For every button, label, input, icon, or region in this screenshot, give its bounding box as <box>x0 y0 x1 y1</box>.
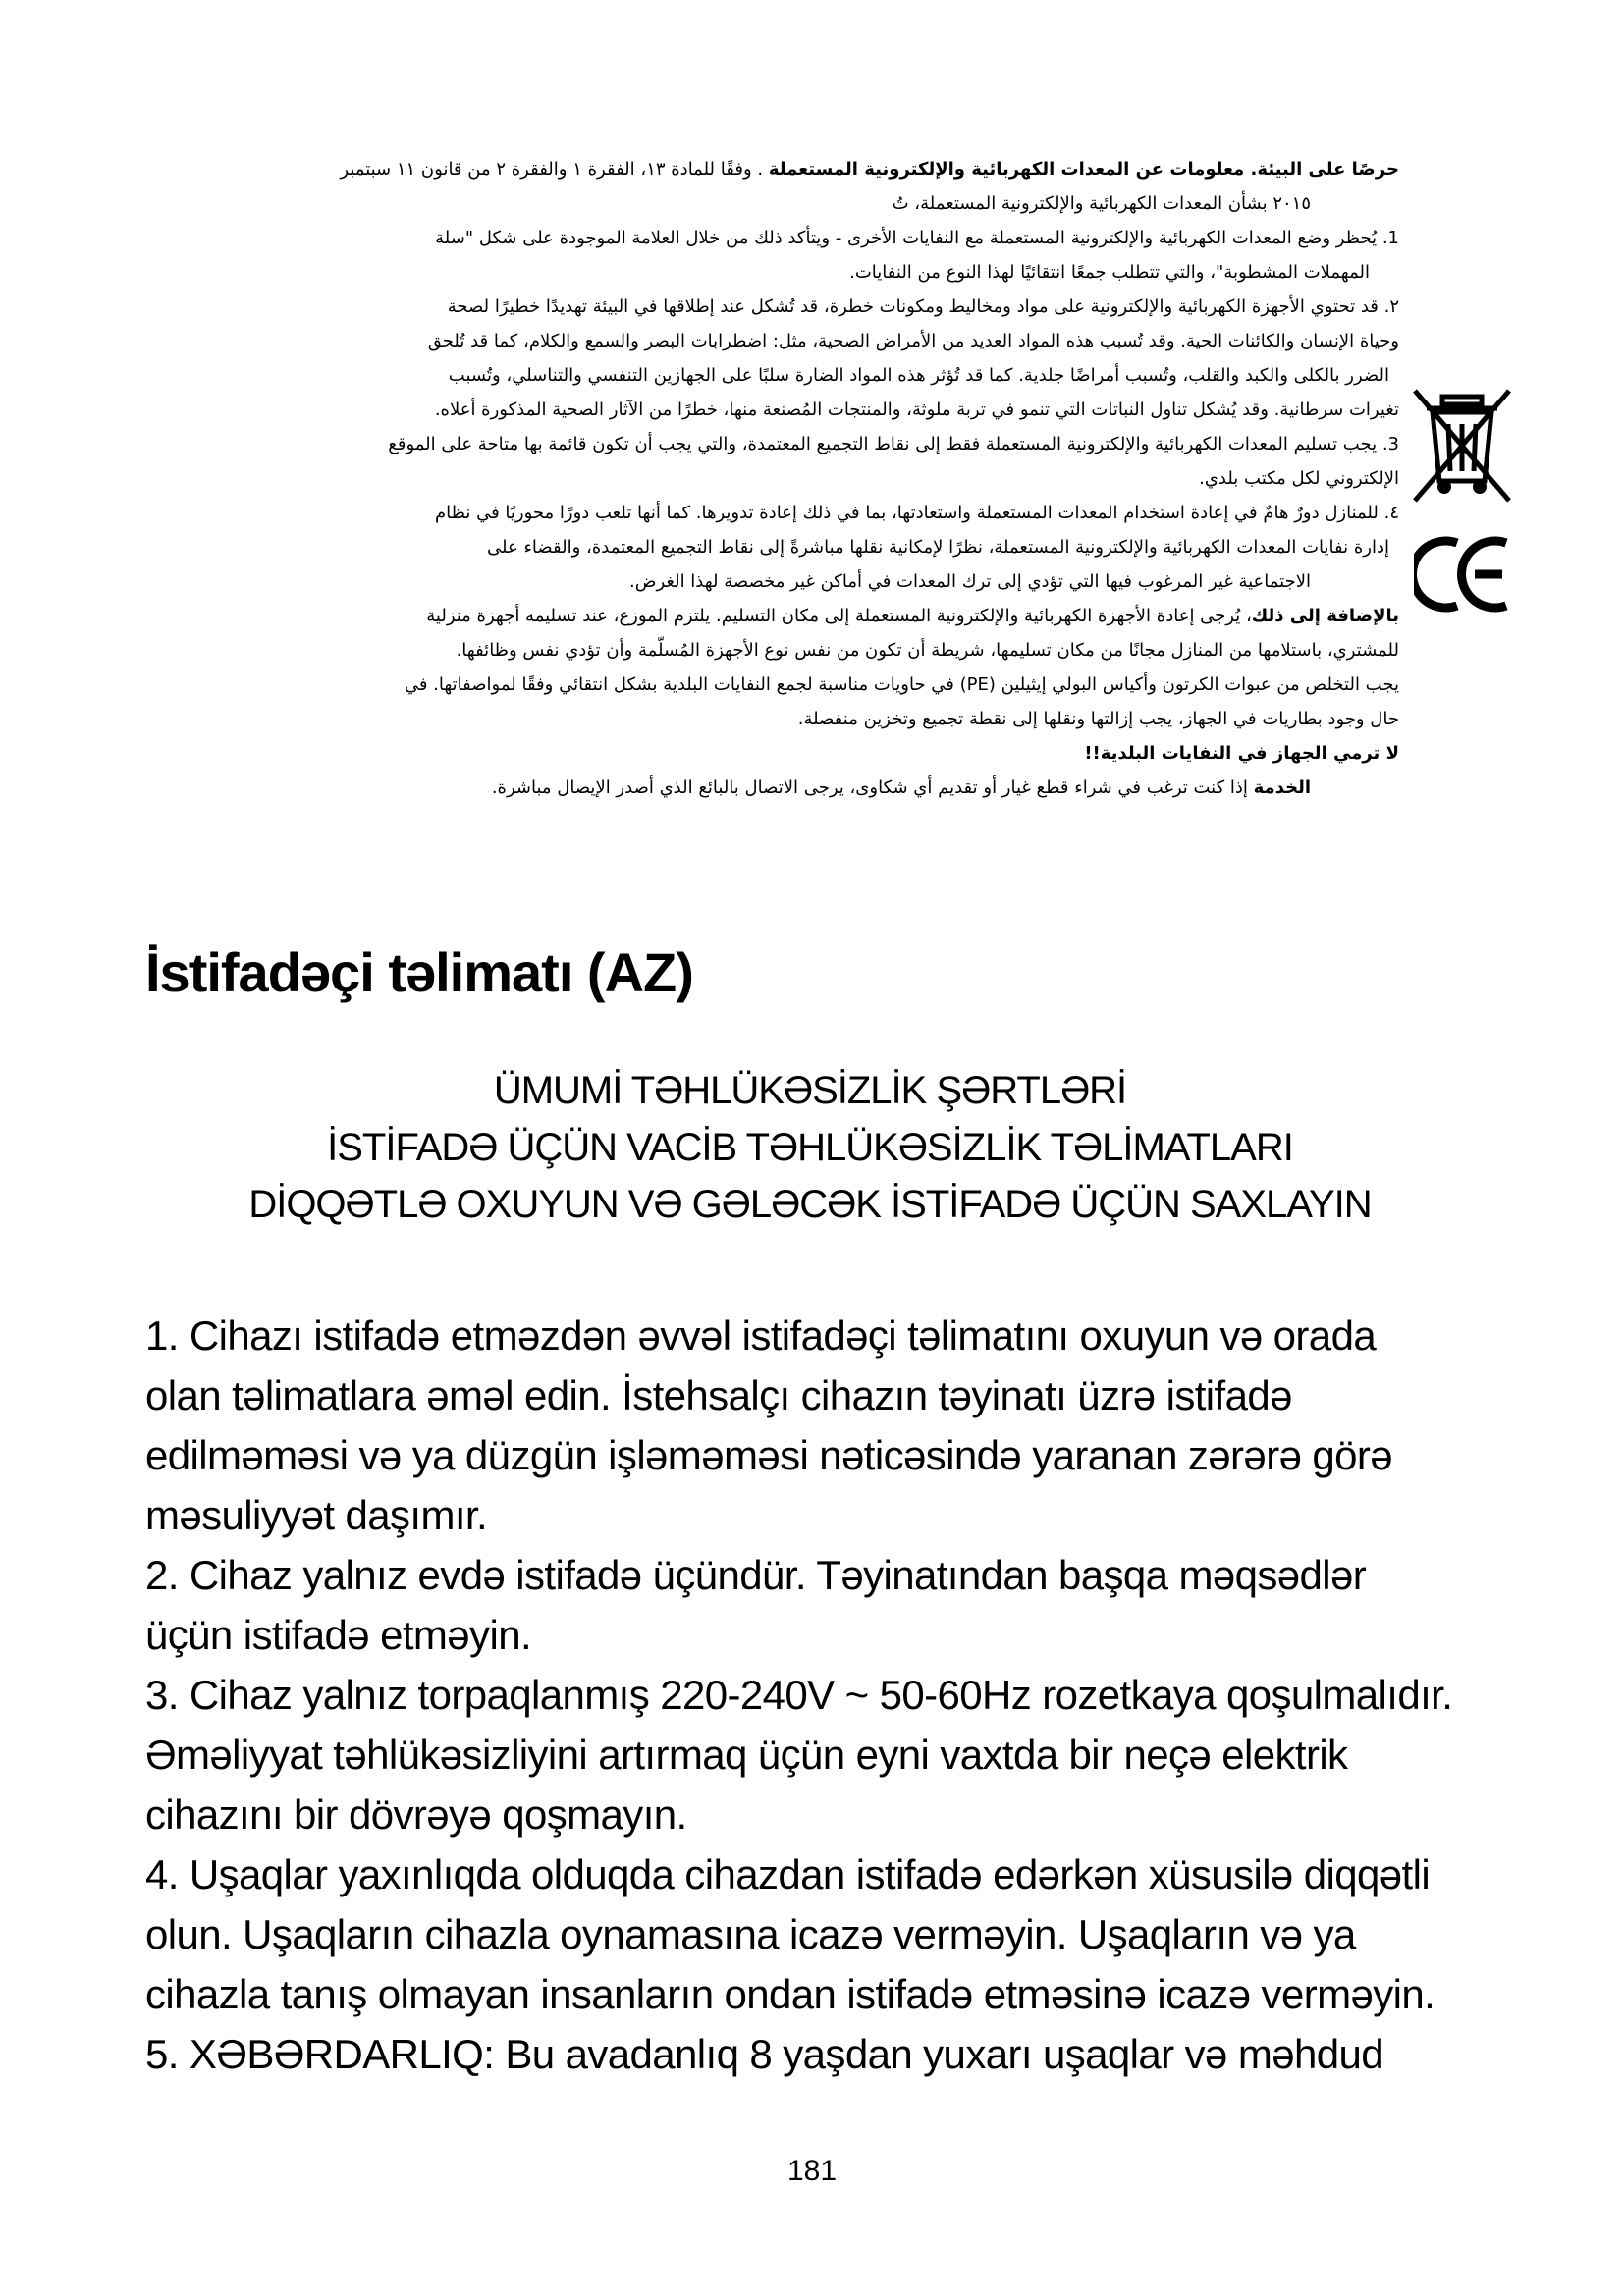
instruction-line: 5. XƏBƏRDARLIQ: Bu avadanlıq 8 yaşdan yuxarı uşaqlar və məhdud <box>145 2031 1384 2077</box>
instruction-line: 1. Cihazı istifadə etməzdən əvvəl istifadəçi təlimatını oxuyun və orada <box>145 1312 1377 1359</box>
instruction-line: 3. Cihaz yalnız torpaqlanmış 220-240V ~ 50-60Hz rozetkaya qoşulmalıdır. <box>145 1672 1453 1718</box>
arabic-line: ٢٠١٥ بشأن المعدات الكهربائية والإلكترونية المستعملة، تُ <box>892 193 1311 214</box>
instruction-line: Əməliyyat təhlükəsizliyini artırmaq üçün eyni vaxtda bir neçə elektrik <box>145 1732 1348 1778</box>
arabic-line: إدارة نفايات المعدات الكهربائية والإلكترونية المستعملة، نظرًا لإمكانية نقلها مباشرةً إلى نقاط التجميع المعتمدة، والقضاء على <box>487 537 1389 558</box>
arabic-line: الخدمة إذا كنت ترغب في شراء قطع غيار أو تقديم أي شكاوى، يرجى الاتصال بالبائع الذي أصدر الإيصال مباشرة. <box>491 777 1311 798</box>
arabic-line: يجب التخلص من عبوات الكرتون وأكياس البولي إيثيلين (PE) في حاويات مناسبة لجمع النفايات البلدية بشكل انتقائي وفقًا لمواصفاتها. في <box>404 674 1399 695</box>
arabic-line: ٤. للمنازل دورٌ هامٌ في إعادة استخدام المعدات المستعملة واستعادتها، بما في ذلك إعادة تدويرها. كما أنها تلعب دورًا محوريًا في نظام <box>434 503 1399 523</box>
instruction-line: cihazla tanış olmayan insanların ondan istifadə etməsinə icazə verməyin. <box>145 1971 1435 2017</box>
instruction-line: məsuliyyət daşımır. <box>145 1492 488 1538</box>
arabic-line: المهملات المشطوبة"، والتي تتطلب جمعًا انتقائيًا لهذا النوع من النفايات. <box>849 262 1370 283</box>
safety-heading: DİQQƏTLƏ OXUYUN VƏ GƏLƏCƏK İSTİFADƏ ÜÇÜN SAXLAYIN <box>248 1183 1372 1226</box>
instruction-line: cihazını bir dövrəyə qoşmayın. <box>145 1791 687 1838</box>
arabic-weee-section <box>147 152 1399 805</box>
instruction-line: olan təlimatlara əməl edin. İstehsalçı cihazın təyinatı üzrə istifadə <box>145 1372 1292 1418</box>
instruction-line: 4. Uşaqlar yaxınlıqda olduqda cihazdan istifadə edərkən xüsusilə diqqətli <box>145 1851 1431 1897</box>
instructions-body <box>145 1306 1540 2084</box>
page-number: 181 <box>786 2155 838 2187</box>
arabic-line: لا ترمي الجهاز في النفايات البلدية!! <box>1084 743 1399 764</box>
ce-mark-icon <box>1414 535 1512 614</box>
arabic-line: 3. يجب تسليم المعدات الكهربائية والإلكترونية المستعملة فقط إلى نقاط التجميع المعتمدة، والتي يجب أن تكون قائمة بها متاحة على الموقع <box>388 434 1399 454</box>
arabic-line: 1. يُحظر وضع المعدات الكهربائية والإلكترونية المستعملة مع النفايات الأخرى - ويتأكد ذلك من خلال العلامة الموجودة على شكل "سلة <box>435 228 1399 248</box>
instruction-line: edilməməsi və ya düzgün işləməməsi nəticəsində yaranan zərərə görə <box>145 1432 1393 1478</box>
instruction-line: üçün istifadə etməyin. <box>145 1612 532 1658</box>
arabic-line: بالإضافة إلى ذلك، يُرجى إعادة الأجهزة الكهربائية والإلكترونية المستعملة إلى مكان التسليم. يلتزم الموزع، عند تسليمه أجهزة منزلية <box>426 606 1399 626</box>
safety-heading: ÜMUMİ TƏHLÜKƏSİZLİK ŞƏRTLƏRİ <box>493 1069 1127 1112</box>
arabic-line: الضرر بالكلى والكبد والقلب، وتُسبب أمراضًا جلدية. كما قد تُؤثر هذه المواد الضارة سلبًا على الجهازين التنفسي والتناسلي، وتُسبب <box>448 365 1389 386</box>
instruction-line: 2. Cihaz yalnız evdə istifadə üçündür. Təyinatından başqa məqsədlər <box>145 1552 1367 1598</box>
safety-heading: İSTİFADƏ ÜÇÜN VACİB TƏHLÜKƏSİZLİK TƏLİMATLARI <box>327 1126 1293 1169</box>
page-title: İstifadəçi təlimatı (AZ) <box>145 941 693 1003</box>
arabic-line: وحياة الإنسان والكائنات الحية. وقد تُسبب هذه المواد العديد من الأمراض الصحية، مثل: اضطرابات البصر والسمع والكلام، كما قد تُلحق <box>427 331 1399 351</box>
instruction-line: olun. Uşaqların cihazla oynamasına icazə verməyin. Uşaqların və ya <box>145 1911 1356 1957</box>
safety-heading-block <box>118 1062 1502 1233</box>
arabic-line: ٢. قد تحتوي الأجهزة الكهربائية والإلكترونية على مواد ومخاليط ومكونات خطرة، قد تُشكل عند إطلاقها في البيئة تهديدًا خطيرًا لصحة <box>447 296 1399 317</box>
crossed-out-wheelie-bin-icon <box>1409 385 1515 512</box>
arabic-line: حال وجود بطاريات في الجهاز، يجب إزالتها ونقلها إلى نقطة تجميع وتخزين منفصلة. <box>797 709 1399 729</box>
arabic-line: الإلكتروني لكل مكتب بلدي. <box>1199 468 1399 489</box>
arabic-line: الاجتماعية غير المرغوب فيها التي تؤدي إلى ترك المعدات في أماكن غير مخصصة لهذا الغرض. <box>628 571 1311 592</box>
arabic-line: للمشتري، باستلامها من المنازل مجانًا من مكان تسليمها، شريطة أن تكون من نفس نوع الأجهزة المُسلّمة وأن تؤدي نفس وظائفها. <box>456 640 1399 661</box>
arabic-line: تغيرات سرطانية. وقد يُشكل تناول النباتات التي تنمو في تربة ملوثة، والمنتجات المُصنعة منها، خطرًا من الآثار الصحية المذكورة أعلاه. <box>434 400 1399 420</box>
arabic-line: حرصًا على البيئة. معلومات عن المعدات الكهربائية والإلكترونية المستعملة . وفقًا للمادة ١٣، الفقرة ١ والفقرة ٢ من قانون ١١ سبتمبر <box>340 159 1399 180</box>
